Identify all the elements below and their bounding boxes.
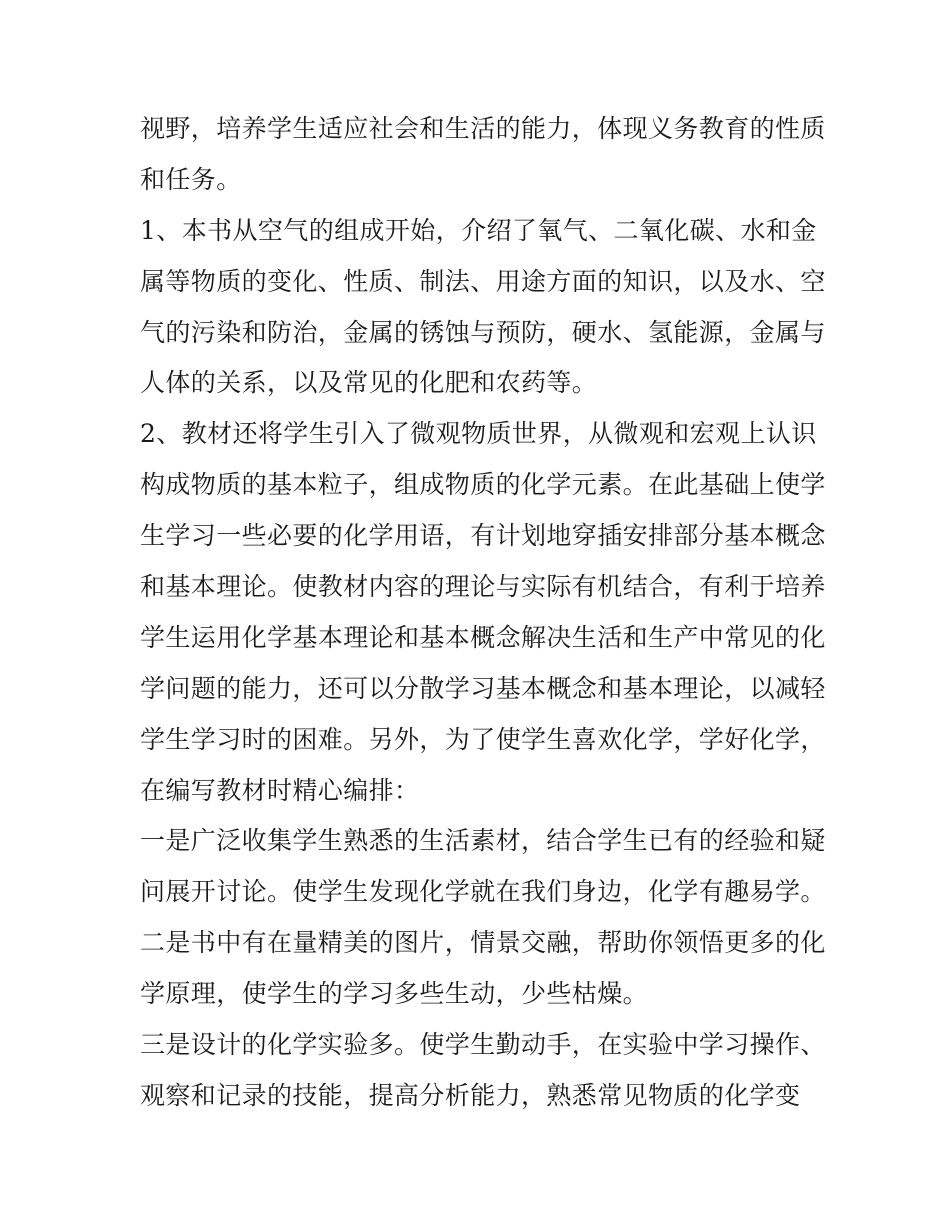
text-line: 生学习一些必要的化学用语，有计划地穿插安排部分基本概念 bbox=[140, 521, 826, 551]
text-line: 在编写教材时精心编排： bbox=[140, 775, 420, 805]
document-body bbox=[140, 104, 826, 1122]
text-line: 和任务。 bbox=[140, 164, 242, 194]
text-line: 2、教材还将学生引入了微观物质世界，从微观和宏观上认识 bbox=[140, 419, 817, 449]
text-line: 学原理，使学生的学习多些生动，少些枯燥。 bbox=[140, 979, 649, 1009]
text-line: 观察和记录的技能，提高分析能力，熟悉常见物质的化学变 bbox=[140, 1080, 801, 1110]
text-line: 构成物质的基本粒子，组成物质的化学元素。在此基础上使学 bbox=[140, 470, 826, 500]
text-line: 1、本书从空气的组成开始，介绍了氧气、二氧化碳、水和金 bbox=[140, 215, 817, 245]
text-line: 三是设计的化学实验多。使学生勤动手，在实验中学习操作、 bbox=[140, 1030, 826, 1060]
text-line: 和基本理论。使教材内容的理论与实际有机结合，有利于培养 bbox=[140, 572, 826, 602]
text-line: 视野，培养学生适应社会和生活的能力，体现义务教育的性质 bbox=[140, 114, 826, 143]
text-line: 学生运用化学基本理论和基本概念解决生活和生产中常见的化 bbox=[140, 622, 826, 652]
text-line: 一是广泛收集学生熟悉的生活素材，结合学生已有的经验和疑 bbox=[140, 826, 826, 856]
text-line: 属等物质的变化、性质、制法、用途方面的知识，以及水、空 bbox=[140, 266, 826, 296]
text-line: 二是书中有在量精美的图片，情景交融，帮助你领悟更多的化 bbox=[140, 928, 826, 958]
text-line: 气的污染和防治，金属的锈蚀与预防，硬水、氢能源，金属与 bbox=[140, 317, 826, 347]
text-line: 学生学习时的困难。另外，为了使学生喜欢化学，学好化学， bbox=[140, 724, 826, 754]
text-line: 学问题的能力，还可以分散学习基本概念和基本理论，以减轻 bbox=[140, 673, 826, 703]
text-line: 人体的关系，以及常见的化肥和农药等。 bbox=[140, 368, 598, 398]
text-line: 问展开讨论。使学生发现化学就在我们身边，化学有趣易学。 bbox=[140, 877, 826, 907]
